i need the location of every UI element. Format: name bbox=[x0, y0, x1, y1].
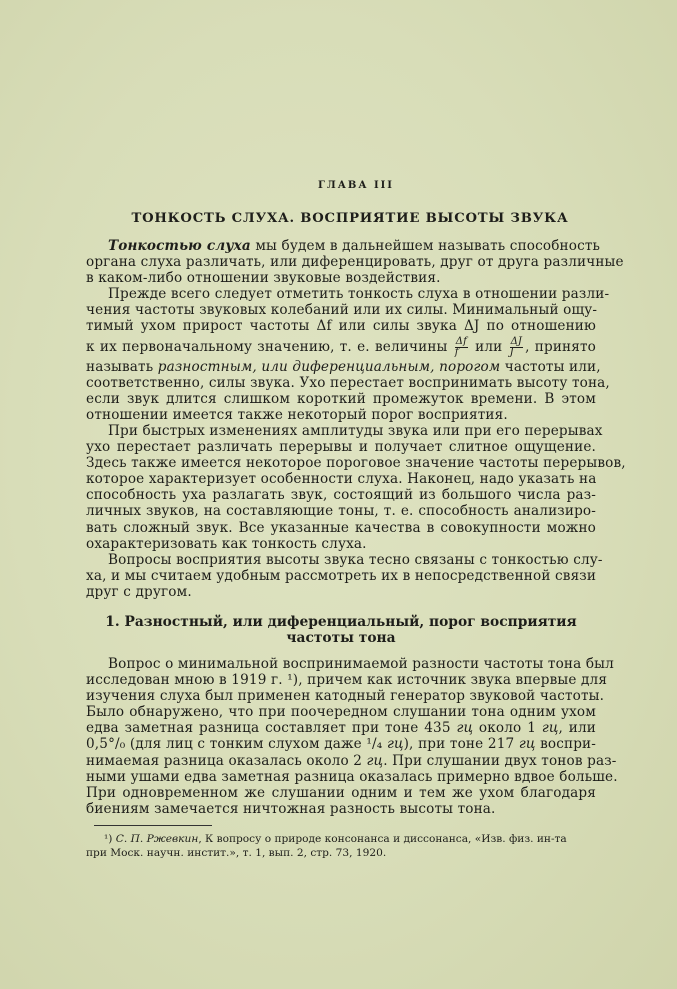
footnote: ¹) С. П. Ржевкин, К вопросу о природе консонанса и диссонанса, «Изв. физ. ин-та при Моск. научн. инстит.», т. 1, вып. 2, стр. 73, 1920. bbox=[86, 832, 567, 859]
unit-hz: гц bbox=[541, 720, 559, 737]
footnote-marker: ¹) bbox=[104, 832, 113, 845]
text-line: в каком-либо отношении звуковые воздействия. bbox=[86, 270, 441, 287]
text-line: При одновременном же слушании одним и тем же ухом благодаря bbox=[86, 784, 596, 801]
text-line: которое характеризует особенности слуха. Наконец, надо указать на bbox=[86, 471, 597, 488]
text-line: отношении имеется также некоторый порог восприятия. bbox=[86, 406, 508, 423]
text-line: ха, и мы считаем удобным рассмотреть их в непосредственной связи bbox=[86, 567, 597, 584]
fraction-delta-j: $\frac{\Delta J}{J}$ bbox=[509, 335, 523, 358]
text-line: изучения слуха был применен катодный генератор звуковой частоты. bbox=[86, 688, 605, 705]
chapter-label: ГЛАВА III bbox=[317, 180, 394, 191]
unit-hz: гц bbox=[386, 736, 404, 753]
text-line: ными ушами едва заметная разница оказалась примерно вдвое больше. bbox=[86, 768, 618, 785]
text-line: Вопросы восприятия высоты звука тесно связаны с тонкостью слу- bbox=[108, 551, 603, 568]
text-line: личных звуков, на составляющие тоны, т. е. способность анализиро- bbox=[86, 503, 596, 520]
text-line: Прежде всего следует отметить тонкость слуха в отношении разли- bbox=[108, 286, 610, 303]
text-line: чения частоты звуковых колебаний или их силы. Минимальный ощу- bbox=[86, 302, 598, 319]
text-line: охарактеризовать как тонкость слуха. bbox=[86, 535, 367, 552]
text-line: Здесь также имеется некоторое пороговое значение частоты перерывов, bbox=[86, 455, 626, 472]
unit-hz: гц bbox=[518, 736, 536, 753]
text-line: При быстрых изменениях амплитуды звука или при его перерывах bbox=[108, 422, 603, 439]
paragraph-thresholds bbox=[86, 286, 610, 423]
text-line: органа слуха различать, или диференцировать, друг от друга различные bbox=[86, 254, 624, 271]
text-line: Было обнаружено, что при поочередном слушании тона одним ухом bbox=[86, 704, 596, 721]
unit-hz: гц bbox=[456, 720, 474, 737]
paragraph-definition bbox=[86, 238, 624, 287]
text-line: 0,5°/₀ (для лиц с тонким слухом даже ¹/₄ гц), при тоне 217 гц воспри- bbox=[86, 736, 597, 753]
text-line-with-footnote-ref: исследован мною в 1919 г. ¹), причем как источник звука впервые для bbox=[86, 672, 608, 689]
text-line: ухо перестает различать перерывы и получает слитное ощущение. bbox=[86, 439, 596, 456]
text-line: едва заметная разница составляет при тоне 435 гц около 1 гц, или bbox=[86, 720, 596, 737]
text-line: тимый ухом прирост частоты Δf или силы звука ΔJ по отношению bbox=[86, 318, 596, 335]
text-line-with-fractions: к их первоначальному значению, т. е. величины $\frac{\Delta f}{f}$ или $\frac{\Delta J}{J}$ , принято bbox=[86, 335, 596, 358]
text-line: способность уха разлагать звук, состоящий из большого числа раз- bbox=[86, 487, 596, 504]
text-line: если звук длится слишком короткий промежуток времени. В этом bbox=[86, 390, 596, 407]
text-line: Тонкостью слуха мы будем в дальнейшем называть способность bbox=[108, 238, 601, 254]
paragraph-pitch-intro bbox=[86, 551, 603, 600]
paragraph-experiment bbox=[86, 655, 618, 817]
text-line: нимаемая разница оказалась около 2 гц. При слушании двух тонов раз- bbox=[86, 752, 617, 769]
chapter-title: ТОНКОСТЬ СЛУХА. ВОСПРИЯТИЕ ВЫСОТЫ ЗВУКА bbox=[131, 211, 569, 226]
footnote-divider bbox=[94, 825, 212, 826]
fraction-delta-f: $\frac{\Delta f}{f}$ bbox=[454, 335, 467, 358]
section-heading: 1. Разностный, или диференциальный, порог восприятия частоты тона bbox=[105, 613, 577, 646]
defined-term: Тонкостью слуха bbox=[108, 238, 251, 254]
text-line: соответственно, силы звука. Ухо перестает воспринимать высоту тона, bbox=[86, 374, 610, 391]
book-page bbox=[86, 180, 626, 860]
text-line: Вопрос о минимальной воспринимаемой разности частоты тона был bbox=[108, 655, 614, 672]
paragraph-interruptions bbox=[86, 422, 626, 552]
text-line: друг с другом. bbox=[86, 583, 192, 600]
unit-hz: гц bbox=[366, 752, 384, 769]
text-line: вать сложный звук. Все указанные качества в совокупности можно bbox=[86, 519, 596, 536]
text-line: называть разностным, или диференциальным, порогом частоты или, bbox=[86, 358, 601, 375]
footnote-author: С. П. Ржевкин bbox=[115, 832, 199, 845]
text-line: биениям замечается ничтожная разность высоты тона. bbox=[86, 800, 496, 817]
italic-term: разностным, или диференциальным, порогом bbox=[157, 358, 501, 375]
